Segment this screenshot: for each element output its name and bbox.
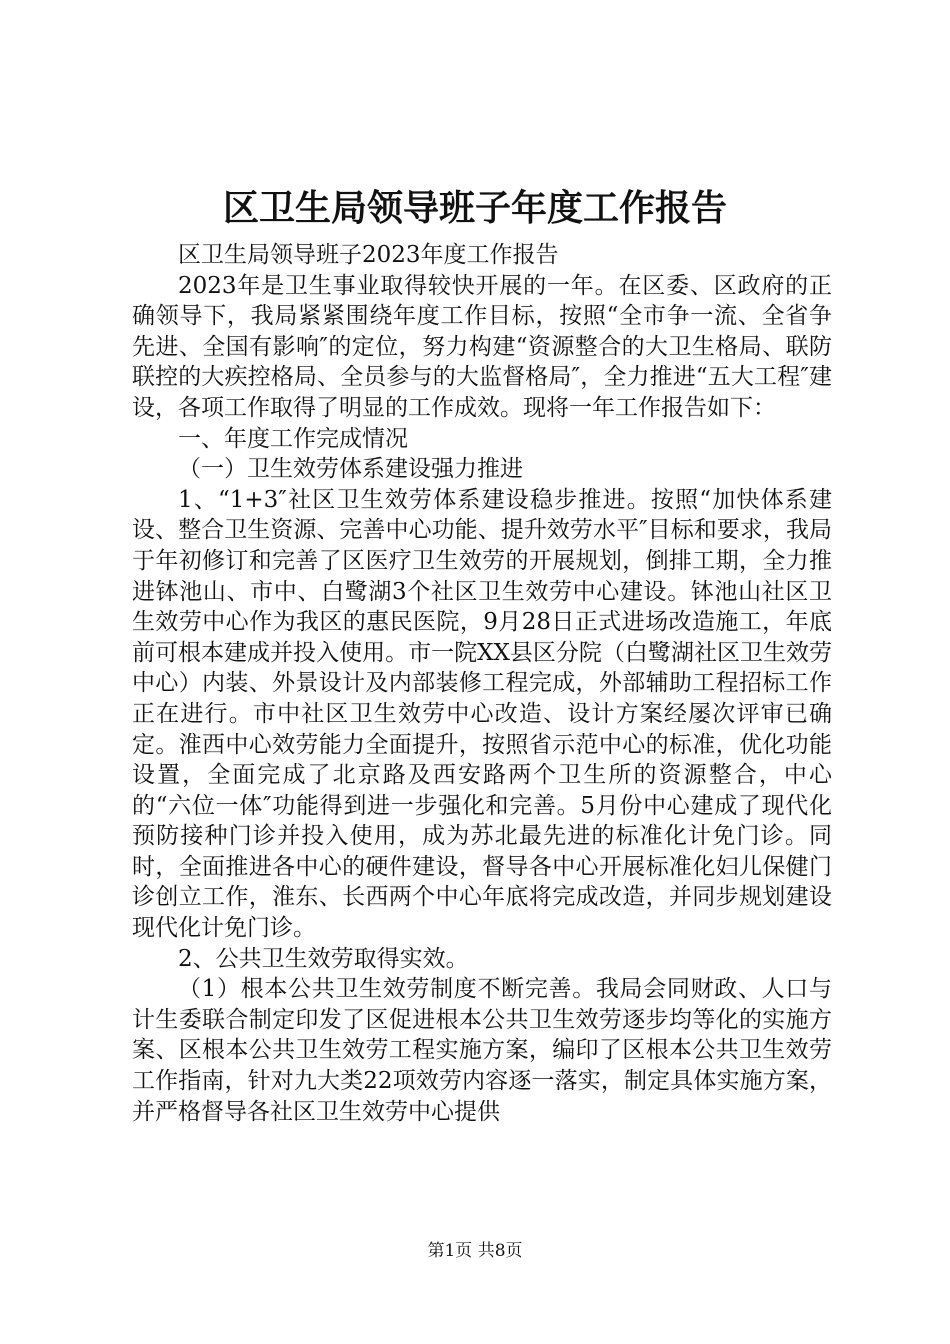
intro-paragraph: 2023年是卫生事业取得较快开展的一年。在区委、区政府的正确领导下，我局紧紧围绕年度工作目标，按照“全市争一流、全省争先进、全国有影响″的定位，努力构建“资源整合的大卫生格局、联防联控的大疾控格局、全员参与的大监督格局″，全力推进“五大工程″建设，各项工作取得了明显的工作成效。现将一年工作报告如下： — [132, 272, 832, 421]
subsection-heading: （一）卫生效劳体系建设强力推进 — [178, 456, 523, 483]
subtitle-paragraph: 区卫生局领导班子2023年度工作报告 — [178, 242, 559, 268]
page-footer: 第1页 共8页 — [427, 1241, 523, 1261]
item-heading: 2、公共卫生效劳取得实效。 — [178, 945, 469, 972]
document-title: 区卫生局领导班子年度工作报告 — [222, 187, 727, 229]
body-paragraph: 1、“1+3″社区卫生效劳体系建设稳步推进。按照“加快体系建设、整合卫生资源、完善中心功能、提升效劳水平″目标和要求，我局于年初修订和完善了区医疗卫生效劳的开展规划，倒排工期，全力推进钵池山、市中、白鹭湖3个社区卫生效劳中心建设。钵池山社区卫生效劳中心作为我区的惠民医院，9月28日正式进场改造施工，年底前可根本建成并投入使用。市一院XX县区分院（白鹭湖社区卫生效劳中心）内装、外景设计及内部装修工程完成，外部辅助工程招标工作正在进行。市中社区卫生效劳中心改造、设计方案经屡次评审已确定。淮西中心效劳能力全面提升，按照省示范中心的标准，优化功能设置，全面完成了北京路及西安路两个卫生所的资源整合，中心的“六位一体″功能得到进一步强化和完善。5月份中心建成了现代化预防接种门诊并投入使用，成为苏北最先进的标准化计免门诊。同时，全面推进各中心的硬件建设，督导各中心开展标准化妇儿保健门诊创立工作，淮东、长西两个中心年底将完成改造，并同步规划建设现代化计免门诊。 — [132, 486, 832, 942]
body-paragraph: （1）根本公共卫生效劳制度不断完善。我局会同财政、人口与计生委联合制定印发了区促进根本公共卫生效劳逐步均等化的实施方案、区根本公共卫生效劳工程实施方案，编印了区根本公共卫生效劳工作指南，针对九大类22项效劳内容逐一落实，制定具体实施方案，并严格督导各社区卫生效劳中心提供 — [132, 976, 832, 1125]
section-heading: 一、年度工作完成情况 — [178, 425, 408, 452]
document-body — [132, 240, 832, 1127]
